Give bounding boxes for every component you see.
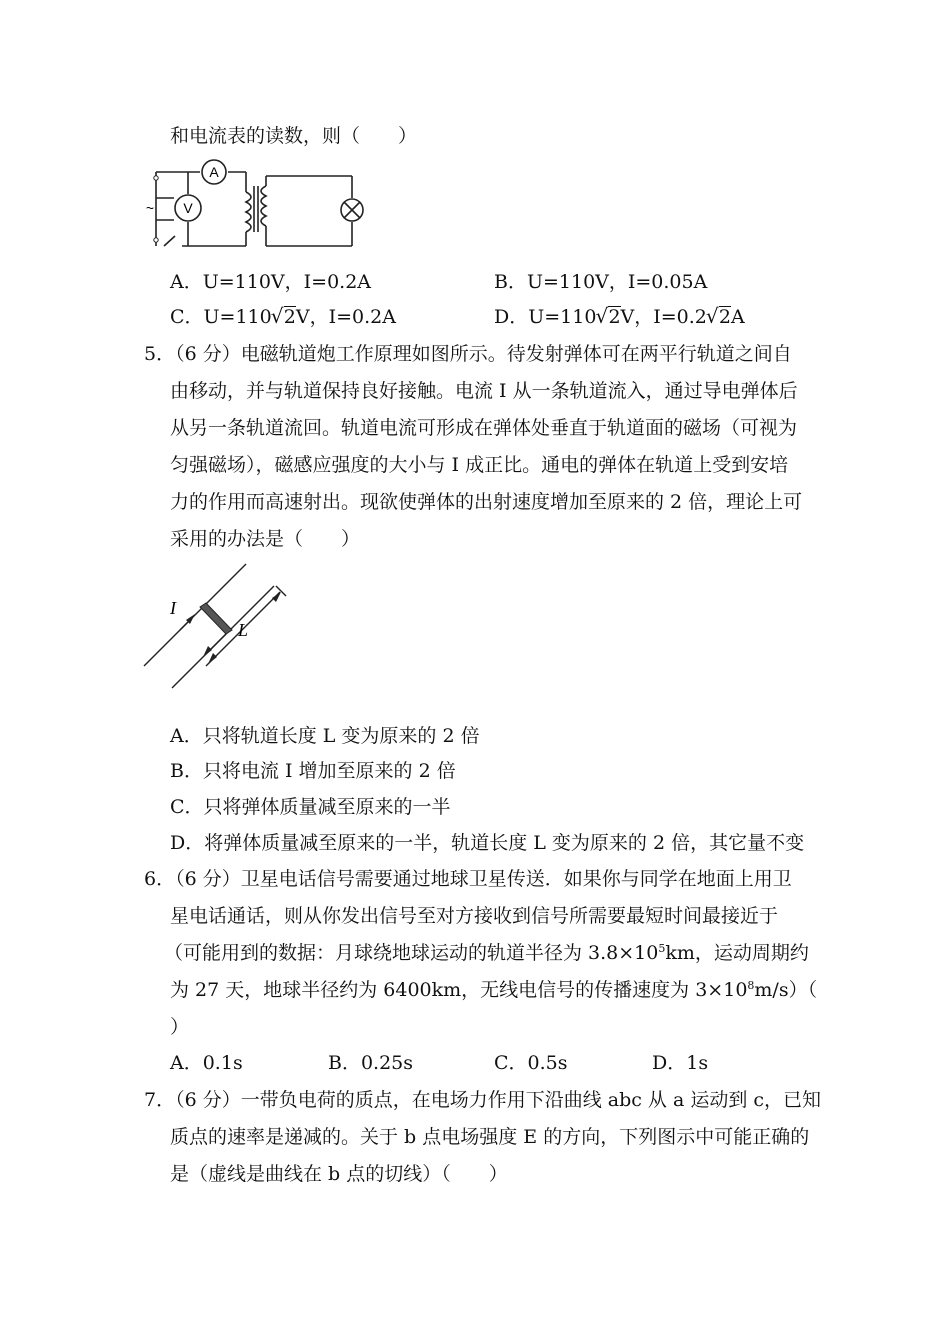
q5-line-5: 力的作用而高速射出。现欲使弹体的出射速度增加至原来的 2 倍，理论上可	[170, 491, 803, 513]
q4-option-c-post: V，I=0.2A	[295, 306, 396, 328]
q5-option-d: D．将弹体质量减至原来的一半，轨道长度 L 变为原来的 2 倍，其它量不变	[170, 832, 805, 854]
q7-line-1: 7．（6 分）一带负电荷的质点，在电场力作用下沿曲线 abc 从 a 运动到 c，已知	[144, 1089, 822, 1111]
sqrt-sign	[273, 304, 296, 330]
q4-option-a: A．U=110V，I=0.2A	[170, 271, 372, 293]
q4-option-c-radicand: 2	[283, 306, 296, 328]
q6-option-d: D．1s	[652, 1052, 709, 1074]
q6-line-2: 星电话通话，则从你发出信号至对方接收到信号所需要最短时间最接近于	[170, 905, 779, 927]
q5-option-c: C．只将弹体质量减至原来的一半	[170, 796, 451, 818]
q4-option-d-radicand: 2	[608, 306, 621, 328]
sqrt-sign	[708, 304, 731, 330]
q4-stem-tail: 和电流表的读数，则（ ）	[170, 125, 418, 147]
q4-option-d-pre: D．U=110	[494, 306, 597, 328]
q5-option-a: A．只将轨道长度 L 变为原来的 2 倍	[170, 725, 480, 747]
length-label: L	[238, 620, 249, 640]
q5-line-6: 采用的办法是（ ）	[170, 528, 361, 550]
q6-line-1: 6．（6 分）卫星电话信号需要通过地球卫星传送．如果你与同学在地面上用卫	[144, 868, 792, 890]
q6-option-c: C．0.5s	[494, 1052, 568, 1074]
q7-line-3: 是（虚线是曲线在 b 点的切线）（ ）	[170, 1163, 508, 1185]
q6-line-3-post: km，运动周期约	[665, 942, 809, 964]
q6-option-b: B．0.25s	[328, 1052, 414, 1074]
q5-line-3: 从另一条轨道流回。轨道电流可形成在弹体处垂直于轨道面的磁场（可视为	[170, 417, 798, 439]
q6-line-4-pre: 为 27 天，地球半径约为 6400km，无线电信号的传播速度为 3×10	[170, 979, 748, 1001]
q5-line-4: 匀强磁场），磁感应强度的大小与 I 成正比。通电的弹体在轨道上受到安培	[170, 454, 789, 476]
voltmeter-label: V	[183, 200, 193, 216]
q6-line-4-post: m/s）（	[754, 979, 818, 1001]
q4-option-d-radicand-2: 2	[718, 306, 731, 328]
transformer-circuit-figure	[142, 158, 372, 254]
q4-option-d-post: A	[731, 306, 745, 328]
q5-line-1: 5．（6 分）电磁轨道炮工作原理如图所示。待发射弹体可在两平行轨道之间自	[144, 343, 792, 365]
q5-line-2: 由移动，并与轨道保持良好接触。电流 I 从一条轨道流入，通过导电弹体后	[170, 380, 798, 402]
q6-line-3-pre: （可能用到的数据：月球绕地球运动的轨道半径为 3.8×10	[164, 942, 659, 964]
q6-line-3-exponent: 5	[658, 942, 666, 955]
q7-line-2: 质点的速率是递减的。关于 b 点电场强度 E 的方向，下列图示中可能正确的	[170, 1126, 810, 1148]
current-label: I	[170, 598, 176, 618]
q5-option-b: B．只将电流 I 增加至原来的 2 倍	[170, 760, 456, 782]
q6-option-a: A．0.1s	[170, 1052, 243, 1074]
q4-option-d-mid: V，I=0.2	[620, 306, 707, 328]
rail-gun-figure	[140, 562, 300, 692]
q6-line-3	[164, 940, 809, 966]
ac-source-label: ~	[145, 200, 155, 216]
q4-option-c	[170, 304, 396, 330]
q6-line-5: ）	[170, 1016, 190, 1038]
q4-option-c-pre: C．U=110	[170, 306, 272, 328]
q4-option-d	[494, 304, 745, 330]
ammeter-label: A	[209, 164, 219, 180]
q4-option-b: B．U=110V，I=0.05A	[494, 271, 708, 293]
q6-line-4-exponent: 8	[747, 979, 755, 992]
sqrt-sign	[597, 304, 620, 330]
q6-line-4	[170, 977, 817, 1003]
